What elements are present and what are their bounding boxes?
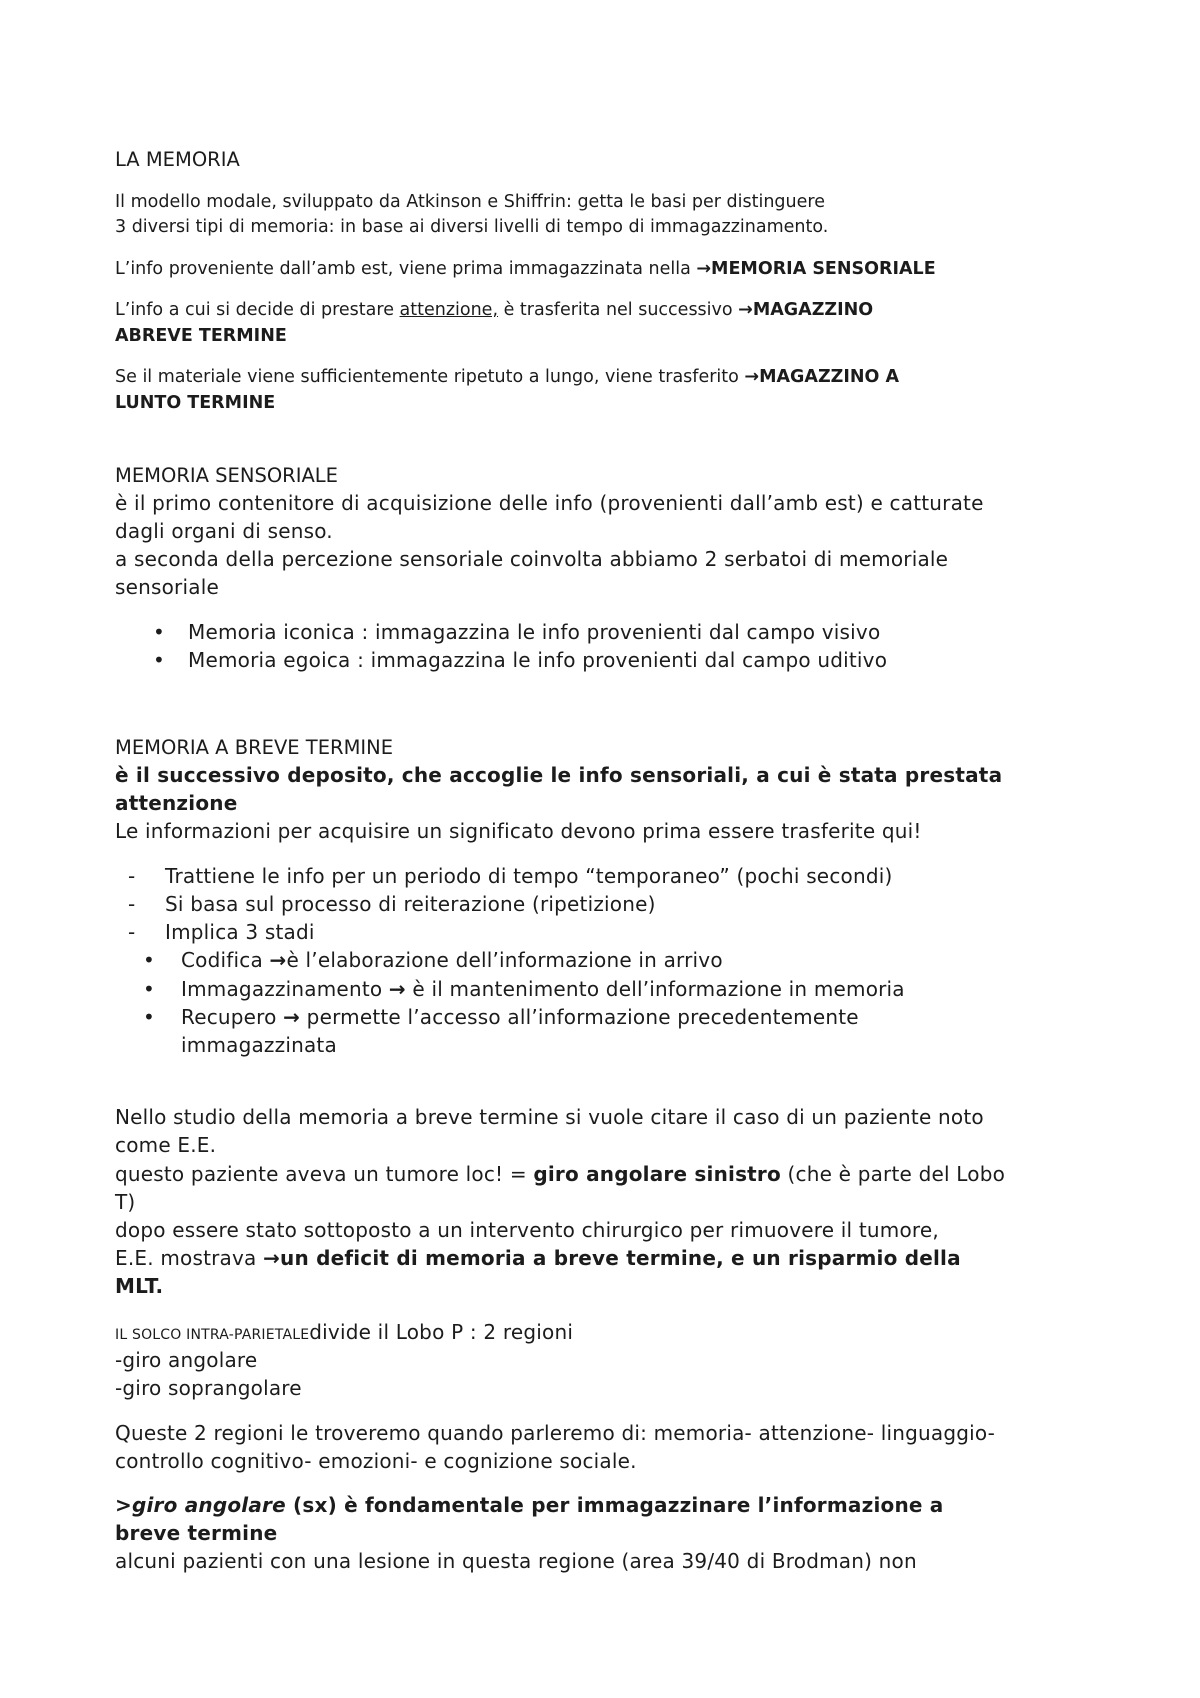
arrow-icon: → [696, 259, 712, 279]
stage-name: Immagazzinamento [181, 977, 389, 1001]
underlined-term: attenzione, [399, 300, 499, 320]
caso-line-7: MLT. [115, 1274, 164, 1298]
breve-bold-line-1: è il successivo deposito, che accoglie le info sensoriali, a cui è stata prestata [115, 763, 1003, 787]
bold-term: un deficit di memoria a breve termine, e un risparmio della [280, 1246, 961, 1270]
text: E.E. mostrava [115, 1246, 264, 1270]
caso-line-1: Nello studio della memoria a breve termine si vuole citare il caso di un paziente noto [115, 1105, 984, 1129]
text: è trasferita nel successivo [498, 300, 739, 320]
intro-paragraph-3-cont: LUNTO TERMINE [115, 393, 276, 413]
stage-item [181, 979, 905, 999]
arrow-icon: → [738, 300, 753, 320]
dash-icon: - [128, 864, 136, 888]
arrow-icon: → [269, 948, 287, 972]
stage-text: è l’elaborazione dell’informazione in arrivo [286, 948, 723, 972]
sensoriale-line-3: a seconda della percezione sensoriale coinvolta abbiamo 2 serbatoi di memoriale [115, 547, 949, 571]
section-heading-sensoriale: MEMORIA SENSORIALE [115, 464, 338, 487]
list-item: Memoria iconica : immagazzina le info provenienti dal campo visivo [188, 620, 881, 644]
dash-icon: - [128, 920, 136, 944]
intro-paragraph-2-cont: ABREVE TERMINE [115, 326, 287, 346]
regions-note-1: Queste 2 regioni le troveremo quando parleremo di: memoria- attenzione- linguaggio- [115, 1421, 996, 1445]
caso-line-2: come E.E. [115, 1133, 217, 1157]
text: (che è parte del Lobo [780, 1162, 1006, 1186]
arrow-icon: → [263, 1246, 281, 1270]
stage-text: è il mantenimento dell’informazione in memoria [405, 977, 905, 1001]
region-1: -giro angolare [115, 1348, 258, 1372]
stage-item [181, 950, 723, 970]
stage-name: Codifica [181, 948, 270, 972]
text: L’info proveniente dall’amb est, viene prima immagazzinata nella [115, 259, 697, 279]
caso-line-5: dopo essere stato sottoposto a un intervento chirurgico per rimuovere il tumore, [115, 1218, 939, 1242]
intro-paragraph-2 [115, 302, 873, 320]
list-item: Memoria egoica : immagazzina le info provenienti dal campo uditivo [188, 648, 888, 672]
arrow-icon: → [388, 977, 406, 1001]
section-heading-breve: MEMORIA A BREVE TERMINE [115, 736, 394, 759]
arrow-icon: → [744, 367, 760, 387]
text: questo paziente aveva un tumore loc! = [115, 1162, 534, 1186]
bold-term: MEMORIA SENSORIALE [711, 259, 936, 279]
list-item: Si basa sul processo di reiterazione (ripetizione) [165, 892, 656, 916]
text: > [115, 1493, 132, 1517]
intro-paragraph-1 [115, 261, 936, 279]
stage-item-cont: immagazzinata [181, 1033, 337, 1057]
bullet-icon: • [143, 948, 155, 972]
last-line: alcuni pazienti con una lesione in questa regione (area 39/40 di Brodman) non [115, 1549, 917, 1573]
solco-line [115, 1322, 573, 1342]
page-title: LA MEMORIA [115, 148, 240, 171]
small-caps-term: IL SOLCO INTRA-PARIETALE [115, 1327, 310, 1343]
breve-bold-line-2: attenzione [115, 791, 238, 815]
sensoriale-line-2: dagli organi di senso. [115, 519, 333, 543]
caso-line-6 [115, 1248, 961, 1268]
bullet-icon: • [153, 648, 165, 672]
giro-angolare-heading [115, 1495, 944, 1515]
intro-paragraph-3 [115, 369, 899, 387]
arrow-icon: → [283, 1005, 301, 1029]
text: (sx) è fondamentale per immagazzinare l’informazione a [285, 1493, 944, 1517]
sensoriale-line-4: sensoriale [115, 575, 219, 599]
intro-line-1: Il modello modale, sviluppato da Atkinson e Shiffrin: getta le basi per distinguere [115, 192, 825, 212]
stage-item [181, 1007, 859, 1027]
bold-term: MAGAZZINO A [759, 367, 899, 387]
sensoriale-line-1: è il primo contenitore di acquisizione delle info (provenienti dall’amb est) e catturate [115, 491, 984, 515]
bullet-icon: • [143, 1005, 155, 1029]
stage-text: permette l’accesso all’informazione precedentemente [300, 1005, 859, 1029]
region-2: -giro soprangolare [115, 1376, 302, 1400]
stage-name: Recupero [181, 1005, 284, 1029]
bullet-icon: • [153, 620, 165, 644]
text: divide il Lobo P : 2 regioni [309, 1320, 574, 1344]
text: Se il materiale viene sufficientemente ripetuto a lungo, viene trasferito [115, 367, 745, 387]
list-item: Implica 3 stadi [165, 920, 315, 944]
intro-line-2: 3 diversi tipi di memoria: in base ai diversi livelli di tempo di immagazzinamento. [115, 217, 829, 237]
caso-line-3 [115, 1164, 1005, 1184]
breve-line-3: Le informazioni per acquisire un significato devono prima essere trasferite qui! [115, 819, 922, 843]
dash-icon: - [128, 892, 136, 916]
text: L’info a cui si decide di prestare [115, 300, 400, 320]
regions-note-2: controllo cognitivo- emozioni- e cognizione sociale. [115, 1449, 637, 1473]
bold-term: MAGAZZINO [752, 300, 874, 320]
giro-angolare-heading-cont: breve termine [115, 1521, 278, 1545]
list-item: Trattiene le info per un periodo di tempo “temporaneo” (pochi secondi) [165, 864, 893, 888]
caso-line-4: T) [115, 1190, 136, 1214]
italic-term: giro angolare [131, 1493, 286, 1517]
bullet-icon: • [143, 977, 155, 1001]
bold-term: giro angolare sinistro [533, 1162, 781, 1186]
